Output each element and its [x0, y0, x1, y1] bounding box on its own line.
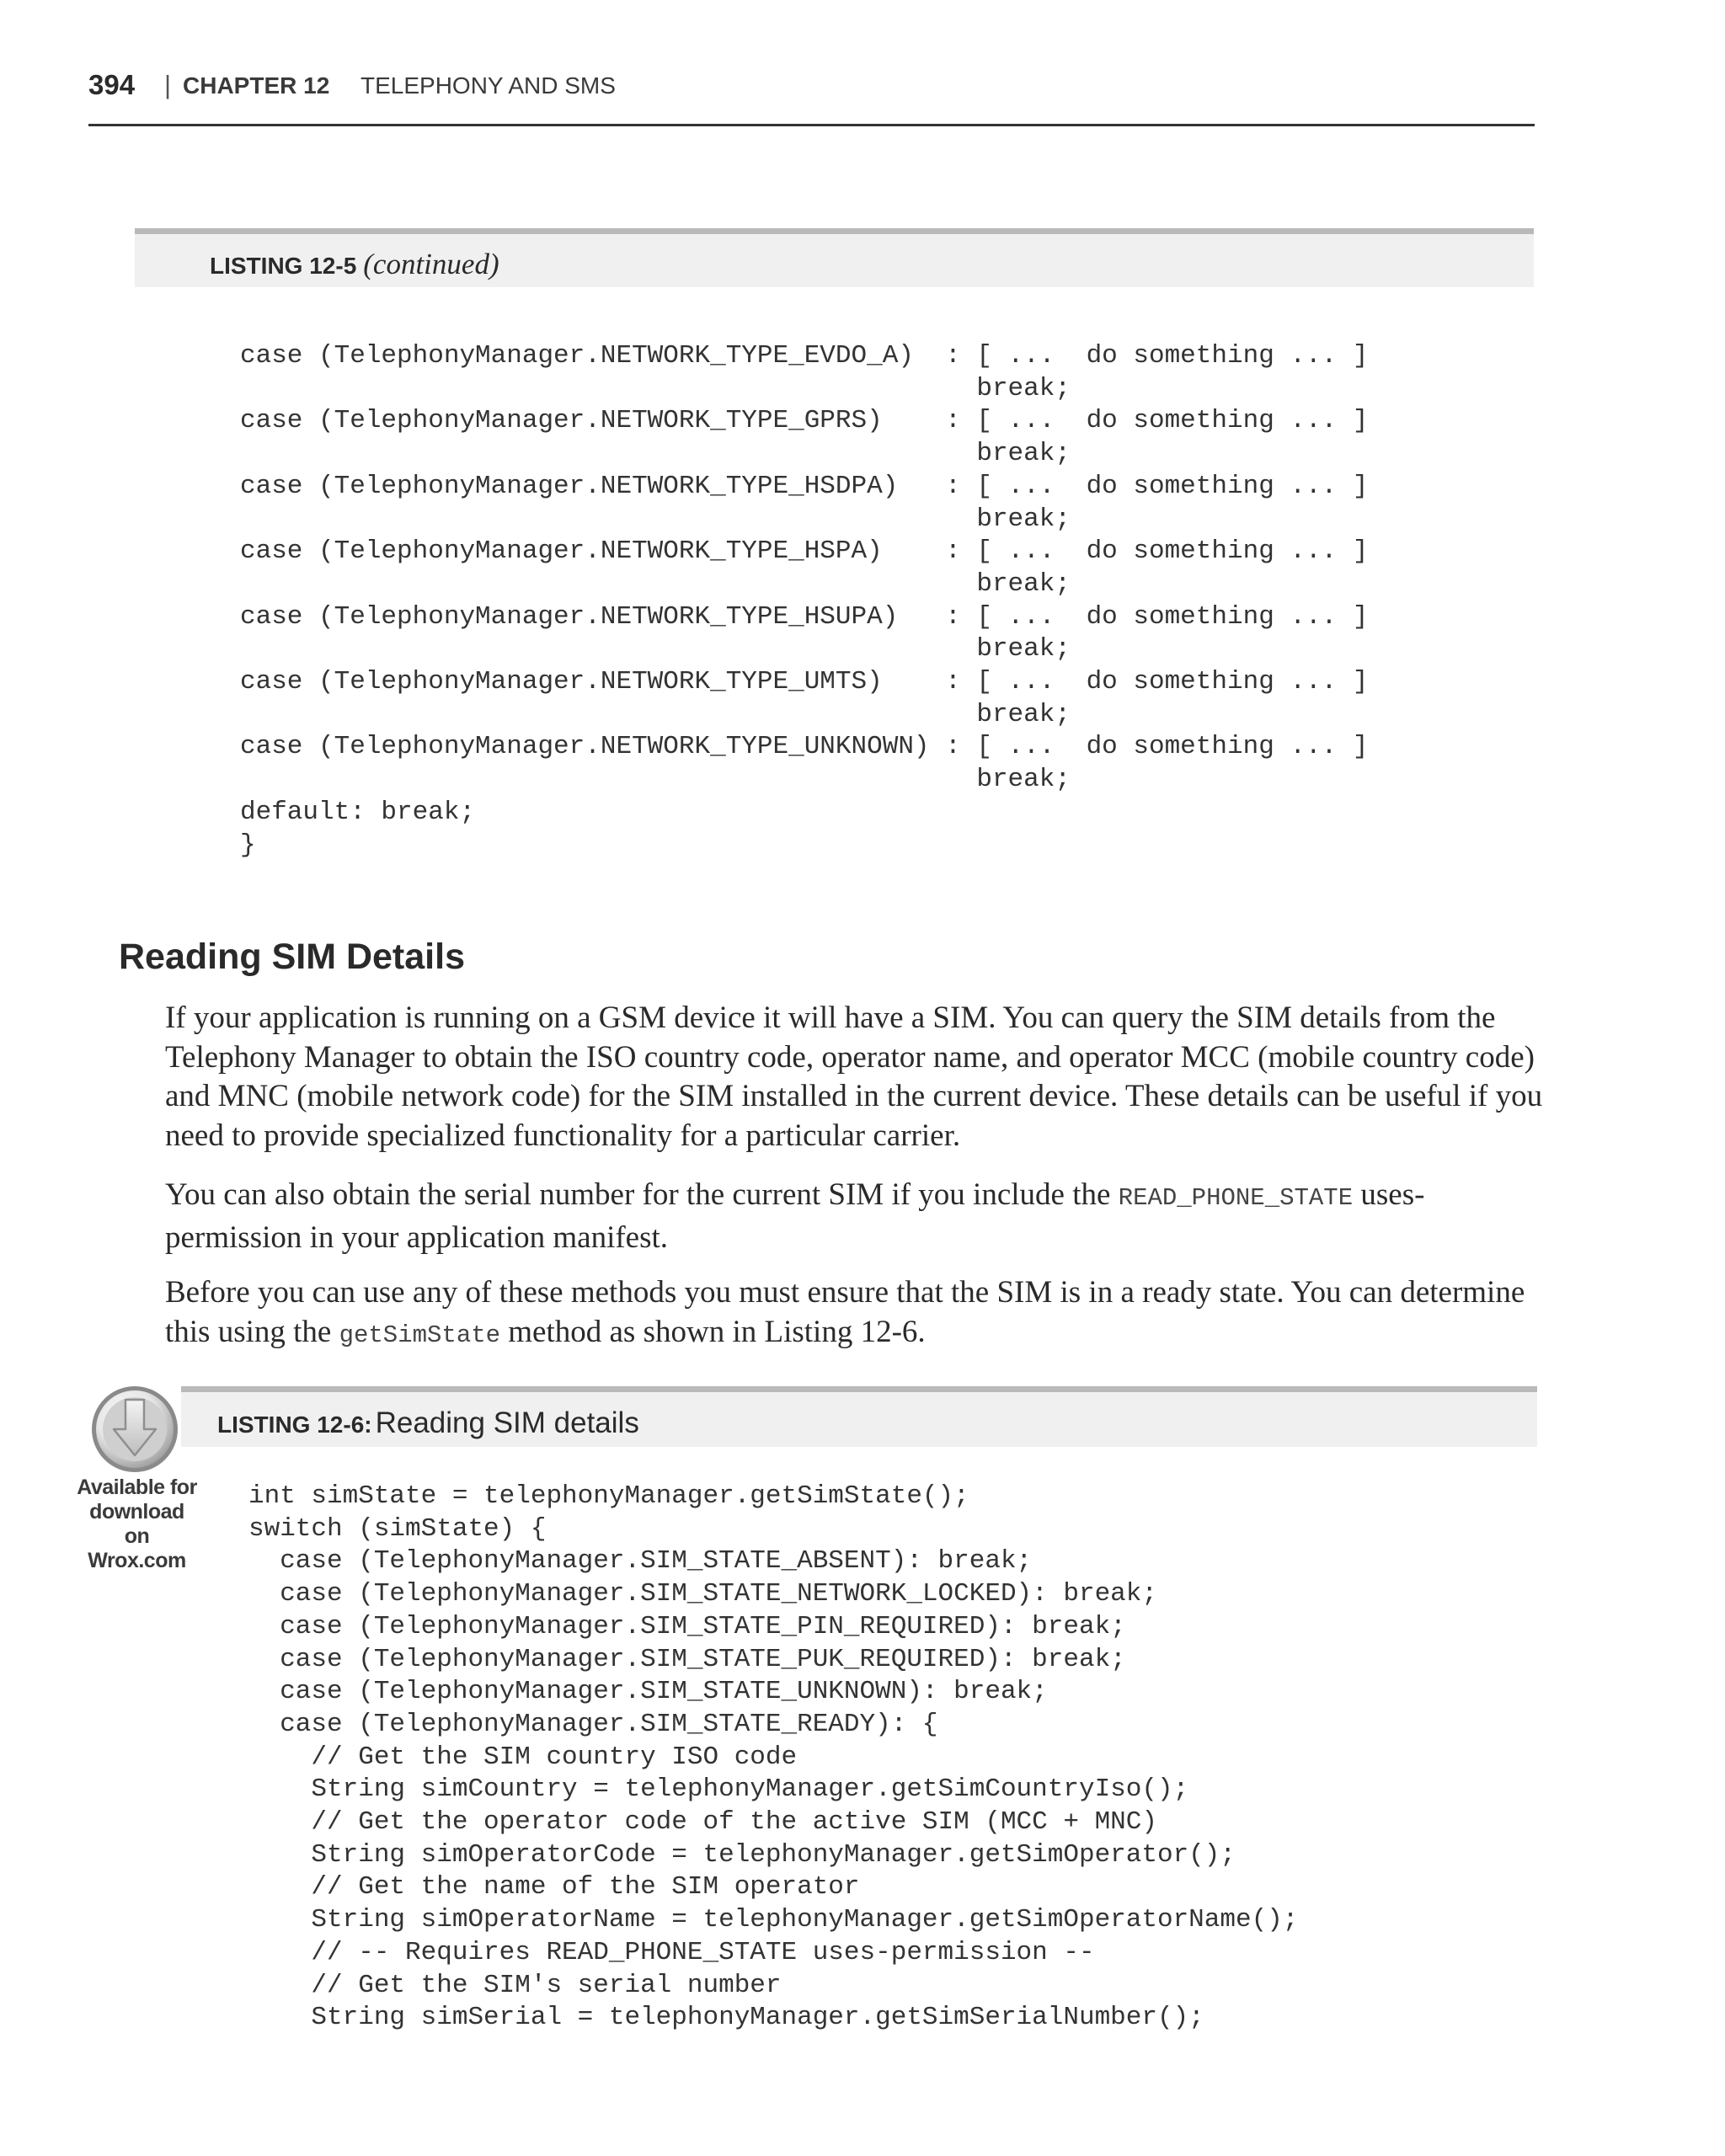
inline-code-permission: READ_PHONE_STATE [1118, 1184, 1354, 1212]
chapter-title: TELEPHONY AND SMS [360, 72, 616, 99]
download-caption-line: Available for [77, 1476, 197, 1499]
download-badge[interactable] [76, 1381, 198, 1572]
listing-label: LISTING 12-6: [217, 1412, 372, 1438]
paragraph-sim-state [165, 1273, 1546, 1355]
download-caption-line: download on [89, 1500, 184, 1548]
listing-header-12-6 [181, 1386, 1537, 1447]
listing-continued-note: (continued) [363, 248, 499, 280]
paragraph-text: You can also obtain the serial number for the current SIM if you include the [165, 1177, 1119, 1212]
paragraph-text: Before you can use any of these methods you must ensure that the SIM is in a ready state. You can determine this using the [165, 1275, 1525, 1349]
inline-code-method: getSimState [339, 1321, 501, 1349]
page-number: 394 [88, 69, 136, 100]
paragraph-sim-details: If your application is running on a GSM device it will have a SIM. You can query the SIM details from the Telephony Manager to obtain the ISO country code, operator name, and operator MCC (mobile country code) and MNC (mobile network code) for the SIM installed in the current device. These details can be useful if you need to provide specialized functionality for a particular carrier. [165, 1001, 1543, 1153]
listing-label: LISTING 12-5 [210, 253, 357, 279]
listing-header-12-5 [135, 228, 1534, 287]
chapter-label: CHAPTER 12 [183, 72, 330, 99]
download-caption-line: Wrox.com [88, 1549, 186, 1572]
download-caption [76, 1476, 198, 1573]
paragraph-serial-number [165, 1176, 1546, 1257]
header-separator: | [164, 70, 172, 99]
paragraph-text: method as shown in Listing 12-6. [500, 1314, 926, 1349]
code-listing-12-6: int simState = telephonyManager.getSimState(); switch (simState) { case (TelephonyManager.SIM_STATE_ABSENT): break; case (TelephonyManager.SIM_STATE_NETWORK_LOCKED): break; case (TelephonyManager.SIM_STATE_PIN_REQUIRED): break; case (TelephonyManager.SIM_STATE_PUK_REQUIRED): break; case (TelephonyManager.SIM_STATE_UNKNOWN): break; case (TelephonyManager.SIM_STATE_READY): { // Get the SIM country ISO code String simCountry = telephonyManager.getSimCountryIso(); // Get the operator code of the active SIM (MCC + MNC) String simOperatorCode = telephonyManager.getSimOperator(); // Get the name of the SIM operator String simOperatorName = telephonyManager.getSimOperatorName(); // -- Requires READ_PHONE_STATE uses-permission -- // Get the SIM's serial number String simSerial = telephonyManager.getSimSerialNumber(); [248, 1481, 1299, 2033]
listing-title: Reading SIM details [375, 1406, 639, 1439]
section-heading: Reading SIM Details [119, 937, 465, 977]
code-listing-12-5: case (TelephonyManager.NETWORK_TYPE_EVDO_A) : [ ... do something ... ] break; case (TelephonyManager.NETWORK_TYPE_GPRS) : [ ... do something ... ] break; case (TelephonyManager.NETWORK_TYPE_HSDPA) : [ ... do something ... ] break; case (TelephonyManager.NETWORK_TYPE_HSPA) : [ ... do something ... ] break; case (TelephonyManager.NETWORK_TYPE_HSUPA) : [ ... do something ... ] break; case (TelephonyManager.NETWORK_TYPE_UMTS) : [ ... do something ... ] break; case (TelephonyManager.NETWORK_TYPE_UNKNOWN) : [ ... do something ... ] break; default: break; } [240, 341, 1369, 860]
paragraph-text: uses-permission in your application manifest. [165, 1177, 1425, 1255]
download-arrow-icon [88, 1383, 181, 1476]
page-header [88, 66, 1535, 126]
